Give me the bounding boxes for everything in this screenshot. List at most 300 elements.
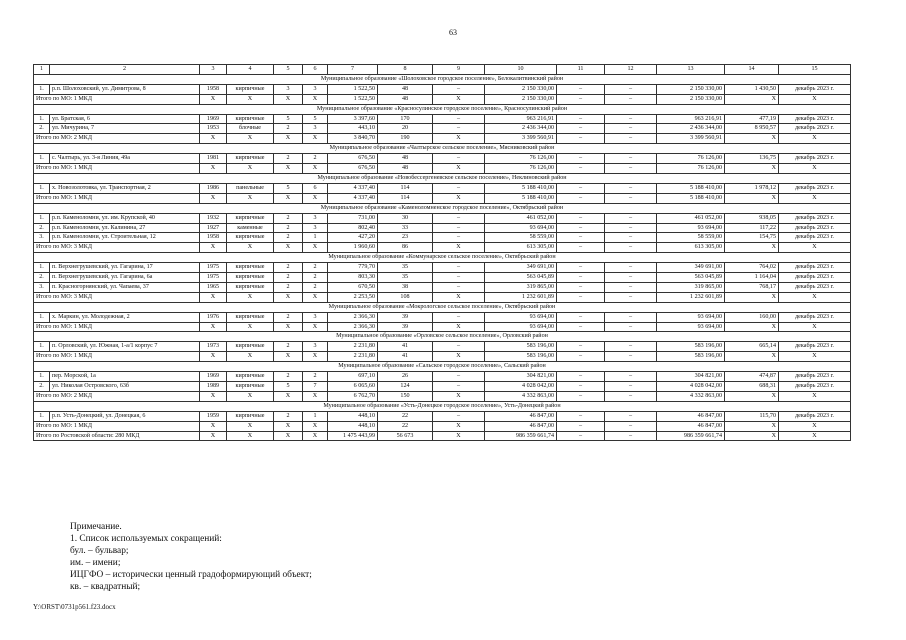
table-cell: кирпичные bbox=[227, 282, 274, 292]
table-row bbox=[34, 273, 851, 283]
grand-total-cell: 986 359 661,74 bbox=[485, 431, 557, 441]
table-cell: р.п. Каменоломни, ул. Калинина, 27 bbox=[50, 223, 200, 233]
grand-total-cell: 986 359 661,74 bbox=[657, 431, 725, 441]
subtotal-cell: X bbox=[274, 391, 303, 401]
subtotal-cell: – bbox=[605, 421, 657, 431]
table-cell: 963 216,91 bbox=[657, 114, 725, 124]
table-cell: – bbox=[557, 124, 605, 134]
subtotal-cell: 448,10 bbox=[328, 421, 378, 431]
subtotal-cell: X bbox=[274, 94, 303, 104]
table-cell: 8 950,57 bbox=[725, 124, 779, 134]
table-cell: 1 bbox=[303, 411, 328, 421]
table-cell: 5 188 410,00 bbox=[485, 183, 557, 193]
table-cell: – bbox=[557, 233, 605, 243]
subtotal-row bbox=[34, 322, 851, 332]
column-number-cell: 5 bbox=[274, 65, 303, 75]
subtotal-cell: – bbox=[605, 292, 657, 302]
subtotal-cell: – bbox=[605, 322, 657, 332]
column-number-cell: 7 bbox=[328, 65, 378, 75]
subtotal-cell: 108 bbox=[378, 292, 433, 302]
subtotal-cell: X bbox=[433, 243, 485, 253]
table-cell: 963 216,91 bbox=[485, 114, 557, 124]
subtotal-cell: X bbox=[725, 243, 779, 253]
table-cell: 443,10 bbox=[328, 124, 378, 134]
table-cell: декабрь 2023 г. bbox=[779, 233, 851, 243]
subtotal-cell: 4 332 863,00 bbox=[657, 391, 725, 401]
table-cell: 2 bbox=[274, 213, 303, 223]
table-cell: – bbox=[605, 154, 657, 164]
table-cell: р.п. Каменоломни, ул. им. Крупской, 40 bbox=[50, 213, 200, 223]
subtotal-cell: X bbox=[200, 193, 227, 203]
column-number-cell: 2 bbox=[50, 65, 200, 75]
subtotal-cell: X bbox=[779, 94, 851, 104]
table-cell: 4 028 042,00 bbox=[657, 382, 725, 392]
subtotal-cell: X bbox=[779, 322, 851, 332]
subtotal-cell: X bbox=[725, 352, 779, 362]
grand-total-label: Итого по Ростовской области: 280 МКД bbox=[34, 431, 200, 441]
subtotal-label: Итого по МО: 3 МКД bbox=[34, 243, 200, 253]
subtotal-cell: X bbox=[200, 391, 227, 401]
subtotal-cell: X bbox=[725, 193, 779, 203]
table-cell: 1969 bbox=[200, 114, 227, 124]
table-cell: 1927 bbox=[200, 223, 227, 233]
subtotal-cell: X bbox=[303, 243, 328, 253]
subtotal-cell: – bbox=[557, 421, 605, 431]
table-cell: 3 bbox=[274, 84, 303, 94]
table-row bbox=[34, 124, 851, 134]
table-cell: кирпичные bbox=[227, 84, 274, 94]
municipality-section-row bbox=[34, 302, 851, 312]
column-number-cell: 13 bbox=[657, 65, 725, 75]
table-cell: 461 052,00 bbox=[657, 213, 725, 223]
subtotal-cell: 5 188 410,00 bbox=[657, 193, 725, 203]
table-cell: декабрь 2023 г. bbox=[779, 183, 851, 193]
municipality-title: Муниципальное образование «Шолоховское городское поселение», Белокалитвинский район bbox=[34, 74, 851, 84]
subtotal-cell: X bbox=[303, 391, 328, 401]
table-cell: – bbox=[433, 382, 485, 392]
subtotal-cell: 1 522,50 bbox=[328, 94, 378, 104]
subtotal-label: Итого по МО: 3 МКД bbox=[34, 292, 200, 302]
notes-block bbox=[70, 521, 312, 594]
table-cell: – bbox=[557, 342, 605, 352]
subtotal-cell: X bbox=[274, 352, 303, 362]
table-cell: 2 bbox=[274, 124, 303, 134]
municipality-title: Муниципальное образование «Коммунарское сельское поселение», Октябрьский район bbox=[34, 253, 851, 263]
table-cell: – bbox=[605, 124, 657, 134]
table-row bbox=[34, 183, 851, 193]
subtotal-cell: X bbox=[274, 322, 303, 332]
table-cell: ул. Братская, 6 bbox=[50, 114, 200, 124]
table-cell: 170 bbox=[378, 114, 433, 124]
table-cell: 48 bbox=[378, 154, 433, 164]
table-cell: 2. bbox=[34, 382, 50, 392]
table-cell: – bbox=[433, 282, 485, 292]
subtotal-cell: 2 253,50 bbox=[328, 292, 378, 302]
table-cell: – bbox=[605, 411, 657, 421]
municipality-section-row bbox=[34, 401, 851, 411]
table-cell: 697,10 bbox=[328, 372, 378, 382]
table-cell: 38 bbox=[378, 282, 433, 292]
table-cell: 3 397,60 bbox=[328, 114, 378, 124]
grand-total-cell: X bbox=[227, 431, 274, 441]
table-cell: 779,70 bbox=[328, 263, 378, 273]
table-cell: – bbox=[557, 372, 605, 382]
table-cell: 154,75 bbox=[725, 233, 779, 243]
table-cell: – bbox=[433, 213, 485, 223]
subtotal-cell: 190 bbox=[378, 134, 433, 144]
table-cell: 4 028 042,00 bbox=[485, 382, 557, 392]
subtotal-cell: 5 188 410,00 bbox=[485, 193, 557, 203]
table-cell: 1. bbox=[34, 342, 50, 352]
subtotal-cell: X bbox=[200, 421, 227, 431]
subtotal-cell: 76 126,00 bbox=[657, 164, 725, 174]
table-cell: 2. bbox=[34, 273, 50, 283]
subtotal-cell: – bbox=[605, 243, 657, 253]
subtotal-cell: X bbox=[779, 134, 851, 144]
municipality-title: Муниципальное образование «Каменоломненское городское поселение», Октябрьский район bbox=[34, 203, 851, 213]
table-cell: – bbox=[605, 382, 657, 392]
subtotal-cell: X bbox=[200, 292, 227, 302]
table-cell: п. Орловский, ул. Южная, 1-а/1 корпус 7 bbox=[50, 342, 200, 352]
subtotal-cell: X bbox=[303, 164, 328, 174]
column-number-row bbox=[34, 65, 851, 75]
subtotal-cell: 4 332 863,00 bbox=[485, 391, 557, 401]
table-cell: 1. bbox=[34, 213, 50, 223]
subtotal-cell: 4 337,40 bbox=[328, 193, 378, 203]
table-cell: 1976 bbox=[200, 312, 227, 322]
table-row bbox=[34, 411, 851, 421]
table-cell: 2 bbox=[274, 154, 303, 164]
grand-total-cell: 1 475 443,99 bbox=[328, 431, 378, 441]
subtotal-cell: X bbox=[303, 292, 328, 302]
table-cell: – bbox=[605, 342, 657, 352]
table-cell: 803,30 bbox=[328, 273, 378, 283]
repair-program-table bbox=[33, 64, 851, 441]
table-cell: кирпичные bbox=[227, 273, 274, 283]
column-number-cell: 11 bbox=[557, 65, 605, 75]
table-cell: блочные bbox=[227, 124, 274, 134]
table-cell: – bbox=[557, 382, 605, 392]
subtotal-label: Итого по МО: 1 МКД bbox=[34, 164, 200, 174]
table-cell: 349 691,00 bbox=[657, 263, 725, 273]
subtotal-cell: X bbox=[227, 134, 274, 144]
subtotal-row bbox=[34, 421, 851, 431]
table-cell: 1932 bbox=[200, 213, 227, 223]
table-cell: 76 126,00 bbox=[485, 154, 557, 164]
subtotal-cell: 613 305,00 bbox=[657, 243, 725, 253]
table-row bbox=[34, 84, 851, 94]
table-cell: 1969 bbox=[200, 372, 227, 382]
subtotal-cell: X bbox=[227, 391, 274, 401]
table-cell: 3 bbox=[303, 342, 328, 352]
subtotal-cell: – bbox=[605, 193, 657, 203]
table-cell: 136,75 bbox=[725, 154, 779, 164]
table-cell: кирпичные bbox=[227, 372, 274, 382]
subtotal-row bbox=[34, 164, 851, 174]
table-cell: 58 559,00 bbox=[485, 233, 557, 243]
subtotal-cell: X bbox=[227, 164, 274, 174]
table-cell: п. Красногорнянский, ул. Чапаева, 37 bbox=[50, 282, 200, 292]
table-cell: кирпичные bbox=[227, 213, 274, 223]
table-cell: 676,50 bbox=[328, 154, 378, 164]
table-cell: 2 bbox=[274, 223, 303, 233]
table-row bbox=[34, 372, 851, 382]
table-cell: 39 bbox=[378, 312, 433, 322]
table-cell: 4 337,40 bbox=[328, 183, 378, 193]
subtotal-cell: 86 bbox=[378, 243, 433, 253]
table-cell: кирпичные bbox=[227, 411, 274, 421]
table-row bbox=[34, 312, 851, 322]
subtotal-cell: 46 847,00 bbox=[485, 421, 557, 431]
table-cell: 802,40 bbox=[328, 223, 378, 233]
subtotal-cell: X bbox=[725, 292, 779, 302]
notes-line: 1. Список используемых сокращений: bbox=[70, 534, 222, 545]
subtotal-cell: X bbox=[227, 193, 274, 203]
table-cell: 563 045,89 bbox=[485, 273, 557, 283]
subtotal-cell: – bbox=[605, 391, 657, 401]
subtotal-cell: 48 bbox=[378, 164, 433, 174]
table-cell: 1965 bbox=[200, 282, 227, 292]
table-cell: ул. Николая Островского, 63б bbox=[50, 382, 200, 392]
table-cell: каменные bbox=[227, 223, 274, 233]
table-cell: кирпичные bbox=[227, 233, 274, 243]
table-cell: 1958 bbox=[200, 84, 227, 94]
table-cell: – bbox=[433, 411, 485, 421]
subtotal-cell: X bbox=[779, 193, 851, 203]
table-cell: – bbox=[433, 312, 485, 322]
table-cell: декабрь 2023 г. bbox=[779, 382, 851, 392]
table-cell: 2 bbox=[274, 273, 303, 283]
table-cell: – bbox=[557, 213, 605, 223]
table-cell: 2 bbox=[274, 233, 303, 243]
table-cell: декабрь 2023 г. bbox=[779, 312, 851, 322]
table-cell: 670,50 bbox=[328, 282, 378, 292]
table-cell: 41 bbox=[378, 342, 433, 352]
subtotal-cell: – bbox=[557, 134, 605, 144]
subtotal-cell: X bbox=[303, 421, 328, 431]
subtotal-cell: 3 840,70 bbox=[328, 134, 378, 144]
subtotal-row bbox=[34, 243, 851, 253]
table-cell: 1. bbox=[34, 84, 50, 94]
table-cell: 160,00 bbox=[725, 312, 779, 322]
table-cell: 938,05 bbox=[725, 213, 779, 223]
subtotal-cell: X bbox=[433, 164, 485, 174]
grand-total-cell: X bbox=[200, 431, 227, 441]
table-cell: 2 bbox=[274, 372, 303, 382]
subtotal-cell: X bbox=[725, 322, 779, 332]
table-cell: 23 bbox=[378, 233, 433, 243]
table-cell: 583 196,00 bbox=[657, 342, 725, 352]
subtotal-cell: 3 399 560,91 bbox=[485, 134, 557, 144]
table-cell: 5 bbox=[274, 114, 303, 124]
table-cell: – bbox=[433, 124, 485, 134]
table-row bbox=[34, 223, 851, 233]
subtotal-cell: 48 bbox=[378, 94, 433, 104]
subtotal-cell: 1 960,60 bbox=[328, 243, 378, 253]
subtotal-cell: X bbox=[227, 292, 274, 302]
subtotal-cell: 46 847,00 bbox=[657, 421, 725, 431]
table-cell: 2 bbox=[303, 372, 328, 382]
notes-line: им. – имени; bbox=[70, 558, 121, 569]
table-cell: 6 065,60 bbox=[328, 382, 378, 392]
table-cell: 2 bbox=[303, 154, 328, 164]
subtotal-cell: X bbox=[227, 243, 274, 253]
table-cell: – bbox=[557, 154, 605, 164]
grand-total-cell: – bbox=[605, 431, 657, 441]
table-cell: 22 bbox=[378, 411, 433, 421]
table-cell: 1 978,12 bbox=[725, 183, 779, 193]
subtotal-cell: 22 bbox=[378, 421, 433, 431]
table-cell: р.п. Шолоховский, ул. Димитрова, 8 bbox=[50, 84, 200, 94]
subtotal-cell: X bbox=[433, 193, 485, 203]
table-cell: декабрь 2023 г. bbox=[779, 342, 851, 352]
table-row bbox=[34, 263, 851, 273]
subtotal-cell: X bbox=[779, 352, 851, 362]
subtotal-cell: X bbox=[433, 421, 485, 431]
table-cell: р.п. Каменоломни, ул. Строительная, 12 bbox=[50, 233, 200, 243]
grand-total-cell: 56 673 bbox=[378, 431, 433, 441]
subtotal-label: Итого по МО: 1 МКД bbox=[34, 352, 200, 362]
subtotal-cell: 150 bbox=[378, 391, 433, 401]
table-cell: 427,20 bbox=[328, 233, 378, 243]
table-cell: 93 694,00 bbox=[657, 312, 725, 322]
table-cell: 3 bbox=[303, 223, 328, 233]
table-cell: 5 bbox=[274, 183, 303, 193]
column-number-cell: 1 bbox=[34, 65, 50, 75]
subtotal-cell: 93 694,00 bbox=[485, 322, 557, 332]
subtotal-cell: X bbox=[274, 134, 303, 144]
table-cell: 5 bbox=[274, 382, 303, 392]
table-cell: 764,02 bbox=[725, 263, 779, 273]
table-cell: х. Маркин, ул. Молодежная, 2 bbox=[50, 312, 200, 322]
subtotal-cell: X bbox=[433, 134, 485, 144]
subtotal-row bbox=[34, 134, 851, 144]
subtotal-cell: – bbox=[557, 292, 605, 302]
subtotal-cell: X bbox=[200, 164, 227, 174]
table-cell: ул. Мичурина, 7 bbox=[50, 124, 200, 134]
column-number-cell: 4 bbox=[227, 65, 274, 75]
table-row bbox=[34, 213, 851, 223]
table-cell: 30 bbox=[378, 213, 433, 223]
table-cell: 33 bbox=[378, 223, 433, 233]
table-cell: 1953 bbox=[200, 124, 227, 134]
table-cell: – bbox=[605, 312, 657, 322]
subtotal-row bbox=[34, 193, 851, 203]
table-cell: декабрь 2023 г. bbox=[779, 154, 851, 164]
municipality-title: Муниципальное образование «Чалтырское сельское поселение», Мясниковский район bbox=[34, 144, 851, 154]
table-cell: – bbox=[605, 233, 657, 243]
subtotal-cell: X bbox=[303, 322, 328, 332]
table-cell: 93 694,00 bbox=[485, 223, 557, 233]
subtotal-cell: 3 399 560,91 bbox=[657, 134, 725, 144]
table-cell: 3. bbox=[34, 233, 50, 243]
table-cell: 3. bbox=[34, 282, 50, 292]
subtotal-cell: 114 bbox=[378, 193, 433, 203]
table-cell: декабрь 2023 г. bbox=[779, 282, 851, 292]
notes-line: ИЦГФО – исторически ценный градоформирующий объект; bbox=[70, 570, 312, 581]
subtotal-cell: X bbox=[779, 292, 851, 302]
subtotal-cell: X bbox=[274, 164, 303, 174]
grand-total-cell: X bbox=[725, 431, 779, 441]
notes-line: кв. – квадратный; bbox=[70, 582, 141, 593]
subtotal-cell: 39 bbox=[378, 322, 433, 332]
table-cell: декабрь 2023 г. bbox=[779, 263, 851, 273]
table-cell: кирпичные bbox=[227, 342, 274, 352]
table-cell: с. Чалтырь, ул. 3-я Линия, 49а bbox=[50, 154, 200, 164]
notes-line: бул. – бульвар; bbox=[70, 546, 129, 557]
subtotal-cell: X bbox=[200, 322, 227, 332]
municipality-title: Муниципальное образование «Мокрологское сельское поселение», Октябрьский район bbox=[34, 302, 851, 312]
table-cell: декабрь 2023 г. bbox=[779, 223, 851, 233]
table-cell: 2 bbox=[274, 312, 303, 322]
table-body bbox=[34, 65, 851, 441]
table-cell: 35 bbox=[378, 273, 433, 283]
column-number-cell: 8 bbox=[378, 65, 433, 75]
column-number-cell: 12 bbox=[605, 65, 657, 75]
table-cell: 115,70 bbox=[725, 411, 779, 421]
table-cell: 1986 bbox=[200, 183, 227, 193]
table-cell: 5 188 410,00 bbox=[657, 183, 725, 193]
municipality-section-row bbox=[34, 74, 851, 84]
table-cell: – bbox=[433, 342, 485, 352]
grand-total-cell: X bbox=[303, 431, 328, 441]
table-cell: – bbox=[605, 183, 657, 193]
subtotal-label: Итого по МО: 2 МКД bbox=[34, 134, 200, 144]
table-cell: 35 bbox=[378, 263, 433, 273]
subtotal-cell: X bbox=[200, 352, 227, 362]
table-cell: 2 366,30 bbox=[328, 312, 378, 322]
table-cell: 1975 bbox=[200, 263, 227, 273]
table-cell: п. Верхнегрушевский, ул. Гагарина, 6а bbox=[50, 273, 200, 283]
subtotal-cell: 583 196,00 bbox=[657, 352, 725, 362]
column-number-cell: 3 bbox=[200, 65, 227, 75]
subtotal-cell: X bbox=[303, 352, 328, 362]
table-cell: 93 694,00 bbox=[485, 312, 557, 322]
table-cell: пер. Морской, 1а bbox=[50, 372, 200, 382]
table-cell: 1973 bbox=[200, 342, 227, 352]
municipality-section-row bbox=[34, 253, 851, 263]
table-cell: 93 694,00 bbox=[657, 223, 725, 233]
subtotal-cell: – bbox=[605, 164, 657, 174]
table-cell: – bbox=[605, 372, 657, 382]
table-cell: – bbox=[605, 84, 657, 94]
subtotal-cell: – bbox=[557, 352, 605, 362]
table-cell: 1975 bbox=[200, 273, 227, 283]
table-cell: 3 bbox=[303, 124, 328, 134]
subtotal-cell: X bbox=[433, 94, 485, 104]
subtotal-cell: X bbox=[227, 421, 274, 431]
subtotal-cell: X bbox=[303, 193, 328, 203]
table-cell: декабрь 2023 г. bbox=[779, 124, 851, 134]
table-cell: – bbox=[605, 114, 657, 124]
table-cell: – bbox=[557, 263, 605, 273]
table-row bbox=[34, 154, 851, 164]
table-cell: – bbox=[557, 114, 605, 124]
subtotal-cell: 2 150 330,00 bbox=[657, 94, 725, 104]
table-cell: 319 865,00 bbox=[485, 282, 557, 292]
table-cell: кирпичные bbox=[227, 114, 274, 124]
subtotal-cell: X bbox=[227, 94, 274, 104]
table-cell: 304 821,00 bbox=[485, 372, 557, 382]
table-cell: 3 bbox=[303, 213, 328, 223]
table-cell: декабрь 2023 г. bbox=[779, 84, 851, 94]
grand-total-cell: X bbox=[274, 431, 303, 441]
table-cell: 124 bbox=[378, 382, 433, 392]
table-cell: 1959 bbox=[200, 411, 227, 421]
table-cell: 583 196,00 bbox=[485, 342, 557, 352]
table-cell: декабрь 2023 г. bbox=[779, 273, 851, 283]
table-cell: 1. bbox=[34, 372, 50, 382]
